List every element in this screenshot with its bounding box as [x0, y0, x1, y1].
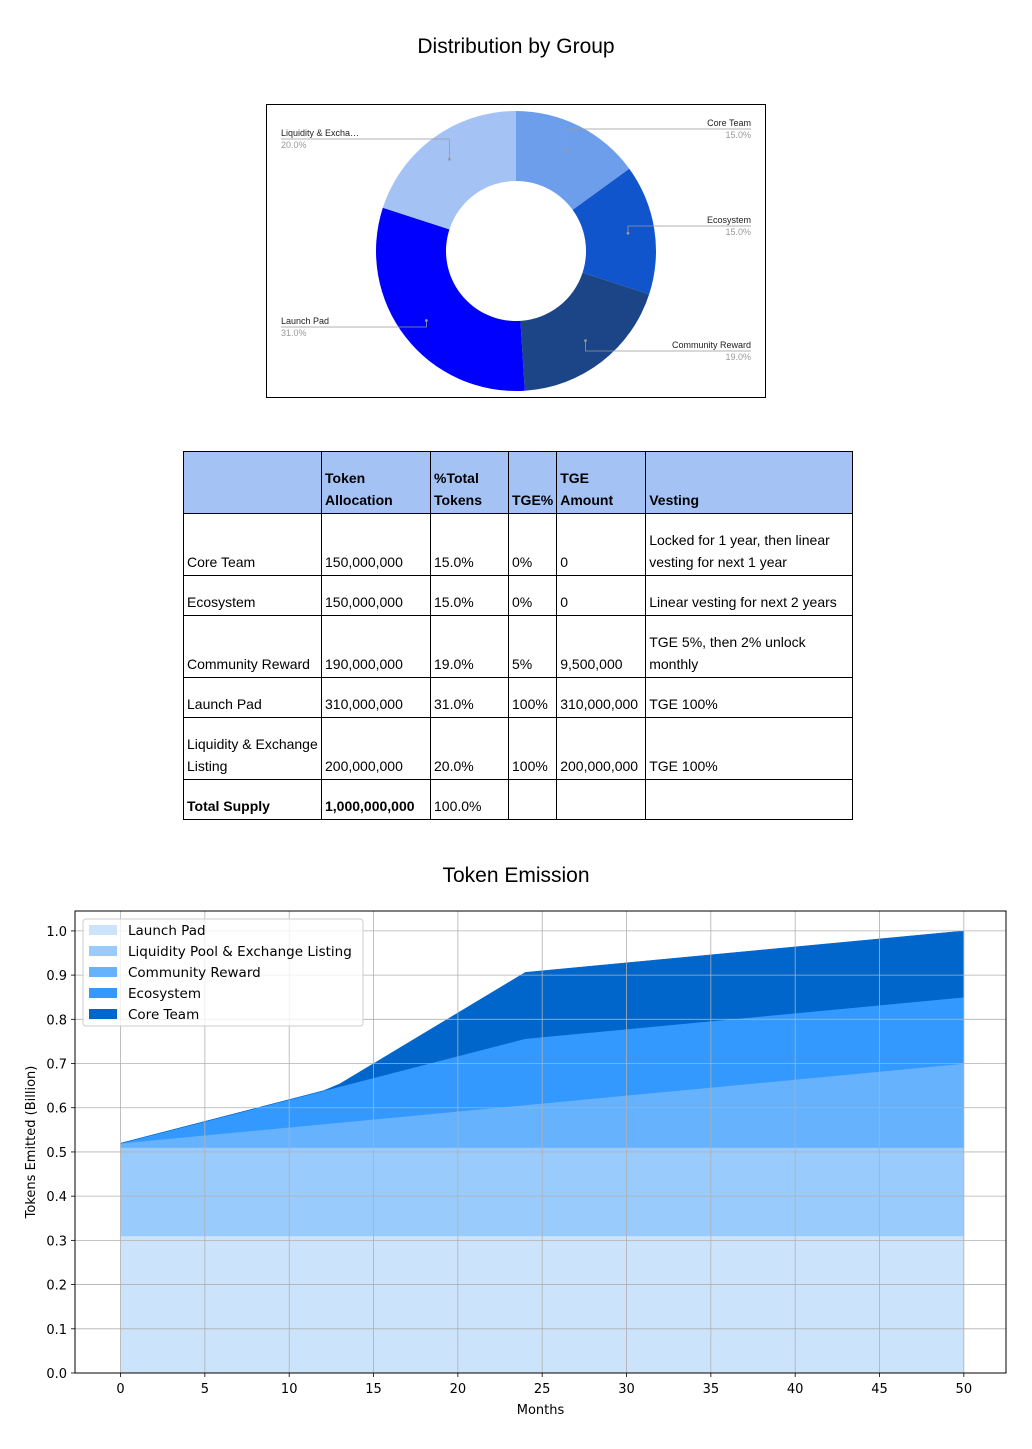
y-tick-label: 0.7 [46, 1057, 67, 1073]
x-tick-label: 50 [955, 1382, 973, 1397]
table-cell: 19.0% [431, 616, 509, 678]
table-cell: 0% [509, 514, 557, 576]
table-cell: 15.0% [431, 514, 509, 576]
table-cell: 310,000,000 [557, 678, 646, 718]
pie-slice-label: Core Team [707, 118, 751, 128]
y-tick-label: 1.0 [46, 924, 67, 940]
table-cell: 9,500,000 [557, 616, 646, 678]
table-cell: Ecosystem [184, 576, 322, 616]
x-tick-label: 40 [786, 1382, 804, 1397]
pie-chart-frame [266, 104, 766, 398]
pie-leader-dot [448, 158, 451, 161]
pie-slice-percent: 20.0% [281, 140, 307, 150]
legend-label: Core Team [128, 1007, 200, 1023]
table-cell: Community Reward [184, 616, 322, 678]
table-cell: 200,000,000 [322, 718, 431, 780]
table-cell: TGE 5%, then 2% unlock monthly [646, 616, 853, 678]
table-cell: TGE 100% [646, 718, 853, 780]
table-row [184, 514, 853, 576]
emission-chart-title: Token Emission [442, 864, 590, 887]
table-cell: Linear vesting for next 2 years [646, 576, 853, 616]
x-tick-label: 35 [702, 1382, 720, 1397]
table-cell: 100.0% [431, 780, 509, 820]
table-cell: 5% [509, 616, 557, 678]
x-tick-label: 0 [116, 1382, 125, 1397]
table-header-cell: TGE% [509, 452, 557, 514]
legend-label: Liquidity Pool & Exchange Listing [128, 944, 352, 960]
legend-swatch [89, 988, 117, 998]
y-tick-label: 0.0 [46, 1367, 67, 1382]
legend-swatch [89, 946, 117, 956]
x-tick-label: 25 [533, 1382, 551, 1397]
table-cell: 200,000,000 [557, 718, 646, 780]
y-axis-label: Tokens Emitted (Billion) [24, 1065, 39, 1219]
pie-leader-dot [584, 339, 587, 342]
table-cell [509, 780, 557, 820]
pie-slice-percent: 31.0% [281, 328, 307, 338]
table-cell [646, 780, 853, 820]
x-tick-label: 45 [871, 1382, 888, 1397]
legend-label: Ecosystem [128, 986, 202, 1002]
table-cell: Locked for 1 year, then linear vesting for next 1 year [646, 514, 853, 576]
pie-slice [376, 208, 525, 391]
y-tick-label: 0.9 [46, 969, 67, 985]
x-tick-label: 15 [365, 1382, 382, 1397]
table-cell: 15.0% [431, 576, 509, 616]
table-header-cell: %Total Tokens [431, 452, 509, 514]
table-cell [557, 780, 646, 820]
table-cell: Core Team [184, 514, 322, 576]
table-cell: 100% [509, 718, 557, 780]
table-cell: Launch Pad [184, 678, 322, 718]
table-cell: 1,000,000,000 [322, 780, 431, 820]
y-tick-label: 0.1 [46, 1322, 67, 1338]
table-header-row [184, 452, 853, 514]
pie-chart [267, 105, 765, 397]
legend-swatch [89, 1009, 117, 1019]
table-cell: 150,000,000 [322, 576, 431, 616]
table-cell: 0 [557, 576, 646, 616]
pie-slice-label: Launch Pad [281, 316, 330, 326]
table-cell: 190,000,000 [322, 616, 431, 678]
x-tick-label: 10 [280, 1382, 298, 1397]
table-header-cell [184, 452, 322, 514]
table-total-row [184, 780, 853, 820]
pie-slice-label: Liquidity & Excha… [281, 128, 360, 138]
y-tick-label: 0.2 [46, 1278, 67, 1294]
table-cell: TGE 100% [646, 678, 853, 718]
legend-swatch [89, 967, 117, 977]
x-axis-label: Months [516, 1403, 565, 1418]
table-cell: 310,000,000 [322, 678, 431, 718]
legend-label: Community Reward [128, 965, 261, 981]
table-cell: Total Supply [184, 780, 322, 820]
table-cell: 100% [509, 678, 557, 718]
table-row [184, 616, 853, 678]
pie-slice-label: Community Reward [671, 340, 751, 350]
table-cell: 0 [557, 514, 646, 576]
pie-slice-percent: 15.0% [725, 130, 751, 140]
y-tick-label: 0.5 [46, 1145, 67, 1161]
pie-leader-dot [627, 232, 630, 235]
table-cell: 20.0% [431, 718, 509, 780]
table-header-cell: Token Allocation [322, 452, 431, 514]
legend-swatch [89, 925, 117, 935]
x-tick-label: 5 [200, 1382, 210, 1397]
x-tick-label: 30 [618, 1382, 635, 1397]
emission-chart [0, 900, 1032, 1440]
pie-chart-title: Distribution by Group [417, 35, 615, 58]
y-tick-label: 0.4 [46, 1190, 67, 1206]
table-header-cell: TGE Amount [557, 452, 646, 514]
table-row [184, 718, 853, 780]
pie-slice [383, 111, 516, 229]
pie-leader-dot [566, 149, 569, 152]
legend-label: Launch Pad [128, 923, 206, 939]
pie-leader-dot [425, 319, 428, 322]
pie-slice-percent: 19.0% [725, 352, 751, 362]
pie-slice [520, 273, 649, 391]
table-row [184, 576, 853, 616]
table-header-cell: Vesting [646, 452, 853, 514]
table-row [184, 678, 853, 718]
pie-slice-label: Ecosystem [706, 215, 751, 225]
x-tick-label: 20 [449, 1382, 467, 1397]
allocation-table [183, 451, 853, 820]
y-tick-label: 0.3 [46, 1234, 67, 1250]
pie-slice-percent: 15.0% [725, 227, 751, 237]
y-tick-label: 0.8 [46, 1013, 67, 1029]
table-cell: Liquidity & Exchange Listing [184, 718, 322, 780]
table-cell: 150,000,000 [322, 514, 431, 576]
table-cell: 31.0% [431, 678, 509, 718]
y-tick-label: 0.6 [46, 1101, 67, 1117]
table-cell: 0% [509, 576, 557, 616]
